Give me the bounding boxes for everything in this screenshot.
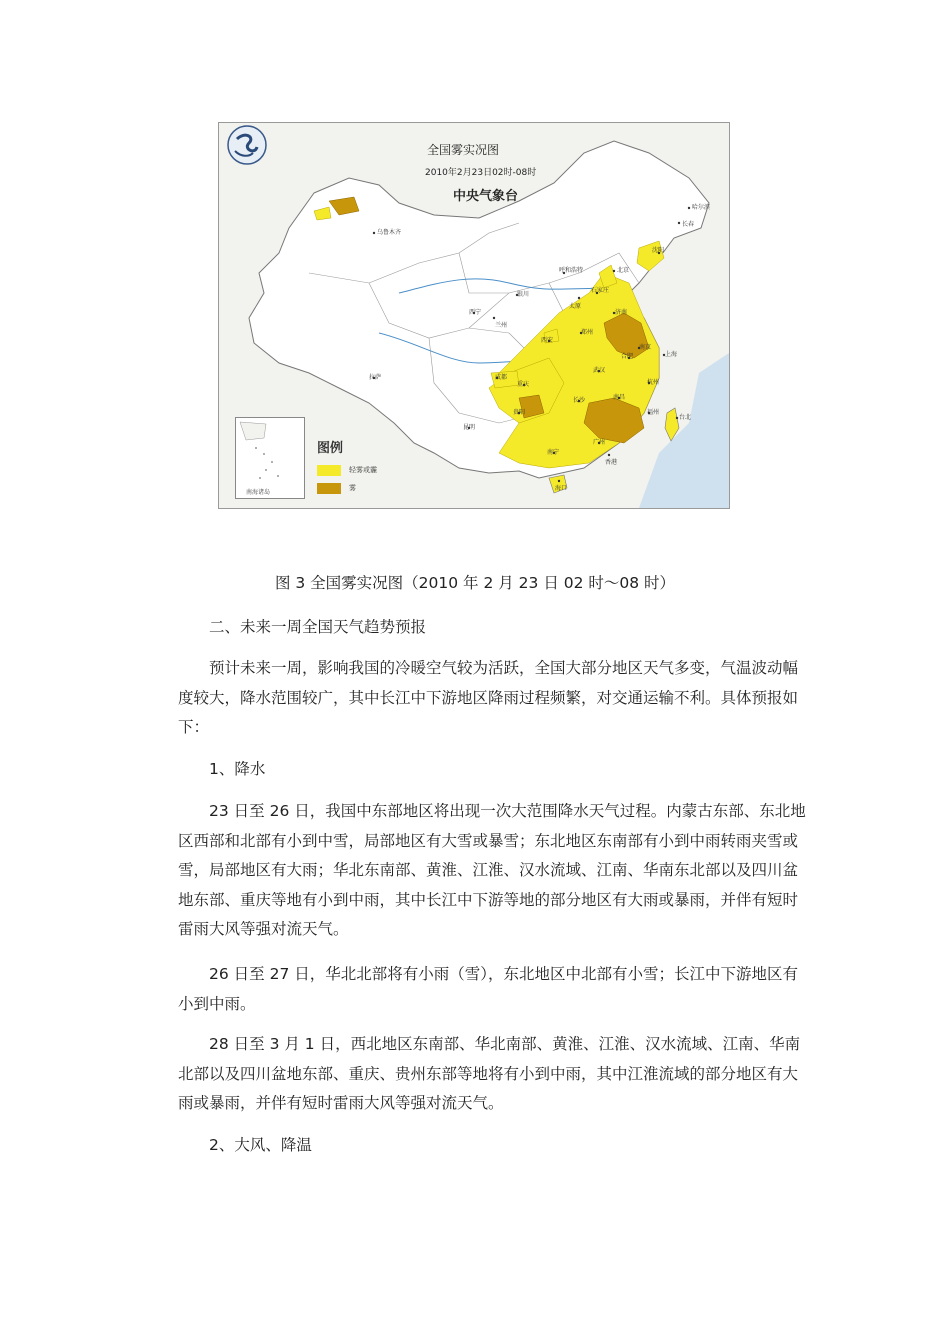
city-label: 郑州: [581, 329, 594, 336]
legend-label: 雾: [349, 484, 356, 492]
legend-title: 图例: [317, 441, 344, 456]
city-label: 长春: [682, 221, 695, 228]
inset-islands-graphic: [236, 418, 730, 509]
city-label: 重庆: [517, 381, 530, 388]
city-label: 海口: [555, 485, 568, 492]
legend-swatch: [317, 465, 341, 476]
city-label: 福州: [647, 409, 660, 416]
city-label: 香港: [605, 459, 618, 466]
paragraph-26-27: 26 日至 27 日，华北北部将有小雨（雪），东北地区中北部有小雪；长江中下游地区有小到中雨。: [178, 965, 798, 1013]
city-label: 上海: [665, 351, 678, 358]
city-label: 南宁: [547, 449, 560, 456]
city-label: 石家庄: [591, 287, 610, 294]
legend-item-fog: [317, 480, 377, 496]
city-label: 乌鲁木齐: [377, 229, 402, 236]
city-label: 银川: [517, 291, 530, 298]
city-label: 沈阳: [652, 247, 665, 254]
map-organization: 中央气象台: [453, 189, 519, 204]
legend-item-light-fog: [317, 462, 377, 478]
fog-map-figure: [218, 122, 730, 509]
legend-label: 轻雾或霾: [349, 466, 377, 474]
city-label: 太原: [569, 303, 582, 310]
city-label: 合肥: [621, 353, 634, 360]
figure-caption: 图 3 全国雾实况图（2010 年 2 月 23 日 02 时～08 时）: [274, 574, 676, 592]
city-label: 南昌: [613, 394, 626, 401]
city-label: 昆明: [463, 424, 476, 431]
city-label: 长沙: [573, 397, 586, 404]
city-label: 南京: [639, 344, 652, 351]
subsection-heading-wind-cooling: 2、大风、降温: [209, 1136, 312, 1154]
city-label: 台北: [679, 414, 692, 421]
legend-swatch: [317, 483, 341, 494]
paragraph-23-26: 23 日至 26 日，我国中东部地区将出现一次大范围降水天气过程。内蒙古东部、东北地区西部和北部有小到中雪，局部地区有大雪或暴雪；东北地区东南部有小到中雨转雨夹雪或雪，局部地区有大雨；华北东南部、黄淮、江淮、汉水流域、江南、华南东北部以及四川盆地东部、重庆等地有小到中雨，其中长江中下游等地的部分地区有大雨或暴雨，并伴有短时雷雨大风等强对流天气。: [178, 802, 806, 938]
city-label: 呼和浩特: [559, 267, 584, 274]
city-label: 武汉: [593, 367, 606, 374]
paragraph-28-mar1: 28 日至 3 月 1 日，西北地区东南部、华北南部、黄淮、江淮、汉水流域、江南、华南北部以及四川盆地东部、重庆、贵州东部等地将有小到中雨，其中江淮流域的部分地区有大雨或暴雨，并伴有短时雷雨大风等强对流天气。: [178, 1035, 801, 1112]
map-date: 2010年2月23日02时-08时: [425, 168, 537, 178]
south-china-sea-inset: [235, 417, 305, 499]
section-heading: 二、未来一周全国天气趋势预报: [209, 618, 427, 636]
city-label: 哈尔滨: [692, 204, 711, 211]
city-label: 北京: [617, 267, 630, 274]
city-label: 西宁: [469, 309, 482, 316]
city-label: 西安: [541, 337, 554, 344]
map-title: 全国雾实况图: [427, 143, 500, 157]
subsection-heading-precipitation: 1、降水: [209, 760, 266, 778]
intro-paragraph: 预计未来一周，影响我国的冷暖空气较为活跃，全国大部分地区天气多变，气温波动幅度较大，降水范围较广，其中长江中下游地区降雨过程频繁，对交通运输不利。具体预报如下：: [178, 659, 799, 736]
inset-label: 南海诸岛: [246, 489, 271, 496]
city-label: 杭州: [647, 379, 660, 386]
map-legend: [317, 437, 377, 498]
cma-emblem-icon: [228, 126, 266, 164]
city-label: 贵阳: [513, 409, 526, 416]
city-label: 兰州: [495, 322, 508, 329]
city-label: 成都: [495, 374, 508, 381]
city-label: 广州: [593, 439, 606, 446]
city-label: 拉萨: [369, 374, 382, 381]
city-label: 济南: [615, 309, 628, 316]
